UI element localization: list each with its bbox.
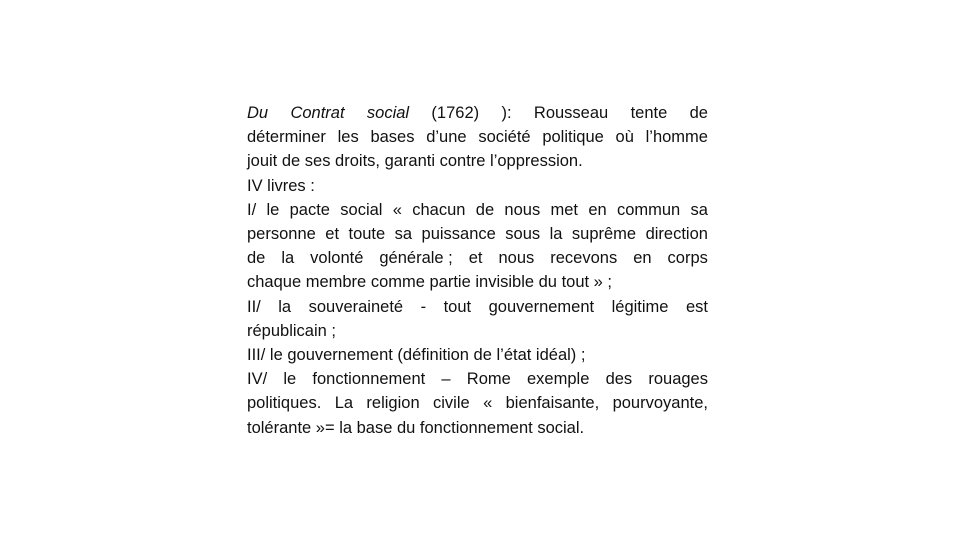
text-line	[247, 367, 708, 391]
word: de	[247, 249, 266, 268]
word: de	[475, 200, 495, 219]
word: pourvoyante,	[612, 394, 708, 413]
word: nous	[498, 249, 535, 268]
word: suprême	[571, 225, 637, 244]
text-line: républicain ;	[247, 321, 336, 340]
word: bases	[370, 128, 415, 147]
word: civile	[433, 394, 470, 413]
word: rouages	[648, 370, 708, 389]
word: de	[689, 104, 708, 122]
word: sa	[394, 225, 413, 244]
word: Rousseau	[533, 104, 609, 122]
text-line	[247, 246, 708, 270]
text-line	[247, 295, 708, 319]
word: légitime	[611, 297, 669, 316]
text-line: IV livres :	[247, 176, 315, 195]
word: (1762)	[431, 104, 480, 122]
title-word: Contrat	[290, 104, 345, 122]
word: des	[605, 370, 633, 389]
text-line: chaque membre comme partie invisible du tout » ;	[247, 273, 613, 292]
word: tout	[443, 297, 472, 316]
word: –	[441, 370, 451, 389]
text-line	[247, 391, 708, 415]
word: Rome	[466, 370, 511, 389]
word: sa	[690, 200, 708, 219]
word: sous	[505, 225, 541, 244]
word: et	[468, 249, 483, 268]
word: religion	[366, 394, 420, 413]
word: le	[283, 370, 297, 389]
word: en	[588, 200, 607, 219]
word: et	[325, 225, 340, 244]
word: pacte	[289, 200, 330, 219]
word: les	[337, 128, 359, 147]
word: corps	[667, 249, 708, 268]
word: souveraineté	[308, 297, 404, 316]
word: gouvernement	[488, 297, 595, 316]
word: politique	[542, 128, 604, 147]
text-line: tolérante »= la base du fonctionnement social.	[247, 418, 585, 437]
word: l’homme	[645, 128, 708, 147]
word: est	[685, 297, 708, 316]
word: tente	[630, 104, 668, 122]
text-line	[247, 101, 708, 125]
word: puissance	[421, 225, 496, 244]
word: générale ;	[379, 249, 453, 268]
word: ):	[501, 104, 512, 122]
word: met	[550, 200, 579, 219]
word: IV/	[247, 370, 268, 389]
word: la	[281, 249, 295, 268]
word: toute	[348, 225, 386, 244]
word: politiques.	[247, 394, 322, 413]
title-word: social	[366, 104, 410, 122]
word: commun	[616, 200, 681, 219]
text-line: III/ le gouvernement (définition de l’état idéal) ;	[247, 346, 586, 365]
word: fonctionnement	[312, 370, 426, 389]
word: la	[278, 297, 292, 316]
word: où	[615, 128, 634, 147]
word: déterminer	[247, 128, 326, 147]
word: I/	[247, 200, 257, 219]
word: direction	[645, 225, 708, 244]
word: La	[334, 394, 354, 413]
title-word: Du	[247, 104, 269, 122]
word: personne	[247, 225, 316, 244]
text-line	[247, 198, 708, 222]
word: II/	[247, 297, 261, 316]
word: chacun	[412, 200, 466, 219]
word: exemple	[527, 370, 590, 389]
word: «	[392, 200, 402, 219]
word: social	[340, 200, 383, 219]
word: «	[483, 394, 493, 413]
word: d’une	[426, 128, 467, 147]
word: -	[420, 297, 427, 316]
text-line	[247, 125, 708, 149]
word: la	[549, 225, 563, 244]
word: volonté	[310, 249, 364, 268]
word: nous	[504, 200, 541, 219]
body-text	[247, 101, 708, 440]
word: recevons	[550, 249, 618, 268]
word: le	[266, 200, 280, 219]
text-line	[247, 222, 708, 246]
word: en	[633, 249, 652, 268]
text-line: jouit de ses droits, garanti contre l’oppression.	[247, 152, 583, 171]
word: bienfaisante,	[505, 394, 600, 413]
word: société	[478, 128, 531, 147]
